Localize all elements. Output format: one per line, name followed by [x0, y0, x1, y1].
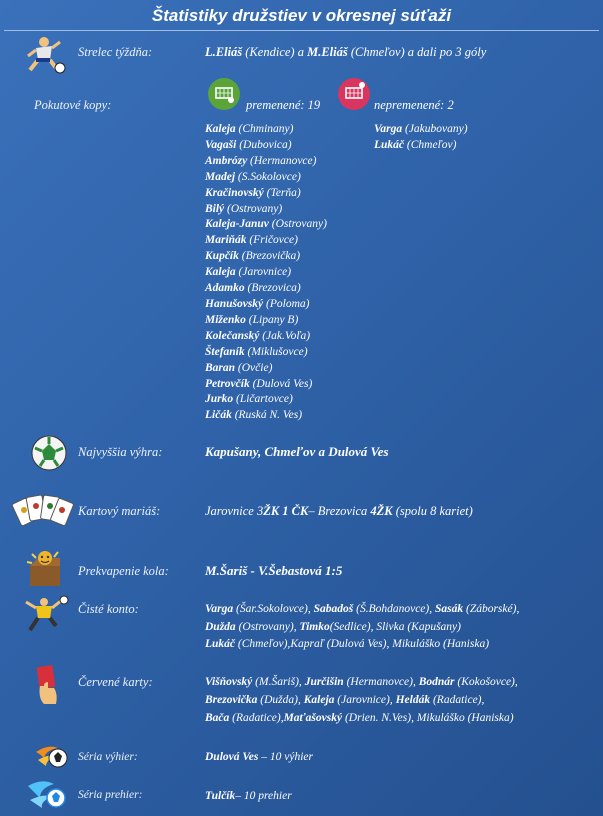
- list-item: Kračinovský (Terňa): [205, 186, 301, 199]
- title-divider: [4, 30, 599, 31]
- page-title: Štatistiky družstiev v okresnej súťaži: [151, 6, 452, 25]
- goal-scored-icon: [207, 77, 241, 111]
- list-item: Lukáč (Chmeľov): [374, 138, 457, 151]
- surprise-label: Prekvapenie kola:: [78, 564, 169, 578]
- cards-value: Jarovnice 3ŽK 1 ČK– Brezovica 4ŽK (spolu 8 kariet): [205, 504, 473, 518]
- clean-sheet-label: Čisté konto:: [78, 602, 139, 616]
- surprise-box-icon: [24, 548, 66, 588]
- list-item: Kolečanský (Jak.Voľa): [205, 329, 311, 342]
- list-item: Ličák (Ruská N. Ves): [205, 409, 303, 422]
- loss-streak-value: Tulčík– 10 prehier: [205, 790, 292, 802]
- shooter-label: Strelec týždňa:: [78, 45, 153, 59]
- biggest-win-value: Kapušany, Chmeľov a Dulová Ves: [205, 444, 389, 459]
- list-item: Varga (Jakubovany): [374, 123, 468, 135]
- win-streak-value: Dulová Ves – 10 výhier: [205, 751, 313, 763]
- penalties-scored-list: [205, 122, 327, 424]
- list-item: Bilý (Ostrovany): [205, 202, 283, 215]
- list-item: Miženko (Lipany B): [205, 313, 299, 326]
- fireball-icon: [34, 740, 70, 772]
- win-streak-label: Séria výhier:: [78, 751, 138, 763]
- loss-streak-label: Séria prehier:: [78, 789, 143, 801]
- penalties-scored-count: premenené: 19: [246, 98, 321, 112]
- clean-sheet-values: Varga (Šar.Sokolovce), Sabadoš (Š.Bohdanovce), Sasák (Záborské), Dužda (Ostrovany), Timko(Sedlice), Slivka (Kapušany) Lukáč (Chmeľov),Kapraľ (Dulová Ves), Mikuláško (Haniska): [205, 603, 520, 650]
- ice-ball-icon: [26, 776, 68, 812]
- list-item: Kaleja (Chminany): [205, 123, 294, 135]
- playing-cards-icon: [12, 490, 76, 530]
- goal-missed-icon: [337, 77, 371, 111]
- penalties-label: Pokutové kopy:: [34, 98, 112, 112]
- red-cards-values: Višňovský (M.Šariš), Jurčišin (Hermanovce), Bodnár (Kokošovce), Brezovička (Dužda), Kaleja (Jarovnice), Heldák (Radatice), Bača (Radatice),Maťašovský (Drien. N.Ves), Mikuláško (Haniska): [205, 676, 518, 724]
- list-item: Baran (Ovčie): [205, 361, 273, 374]
- shooter-value: L.Eliáš (Kendice) a M.Eliáš (Chmeľov) a dali po 3 góly: [205, 45, 487, 59]
- biggest-win-label: Najvyššia výhra:: [78, 445, 163, 459]
- list-item: Ambrózy (Hermanovce): [205, 154, 317, 167]
- list-item: Kaleja-Januv (Ostrovany): [205, 218, 327, 231]
- red-cards-label: Červené karty:: [78, 675, 153, 689]
- list-item: Petrovčík (Dulová Ves): [205, 377, 313, 390]
- red-card-icon: [30, 664, 64, 706]
- surprise-value: M.Šariš - V.Šebastová 1:5: [205, 563, 343, 578]
- list-item: Štefaník (Miklušovce): [205, 345, 308, 358]
- list-item: Vagaši (Dubovica): [205, 138, 292, 151]
- goalkeeper-icon: [20, 594, 72, 634]
- list-item: Kupčík (Brezovička): [205, 250, 301, 263]
- list-item: Mariňák (Fričovce): [205, 234, 298, 247]
- penalties-missed-list: [374, 122, 468, 154]
- list-item: Hanušovský (Poloma): [205, 297, 310, 310]
- list-item: Madej (S.Sokolovce): [205, 170, 301, 183]
- penalties-missed-count: nepremenené: 2: [374, 98, 454, 112]
- soccer-ball-icon: [30, 434, 68, 472]
- soccer-player-icon: [22, 34, 66, 74]
- list-item: Jurko (Ličartovce): [205, 393, 293, 406]
- list-item: Adamko (Brezovica): [205, 282, 301, 295]
- cards-label: Kartový mariáš:: [78, 504, 161, 518]
- list-item: Kaleja (Jarovnice): [205, 266, 292, 279]
